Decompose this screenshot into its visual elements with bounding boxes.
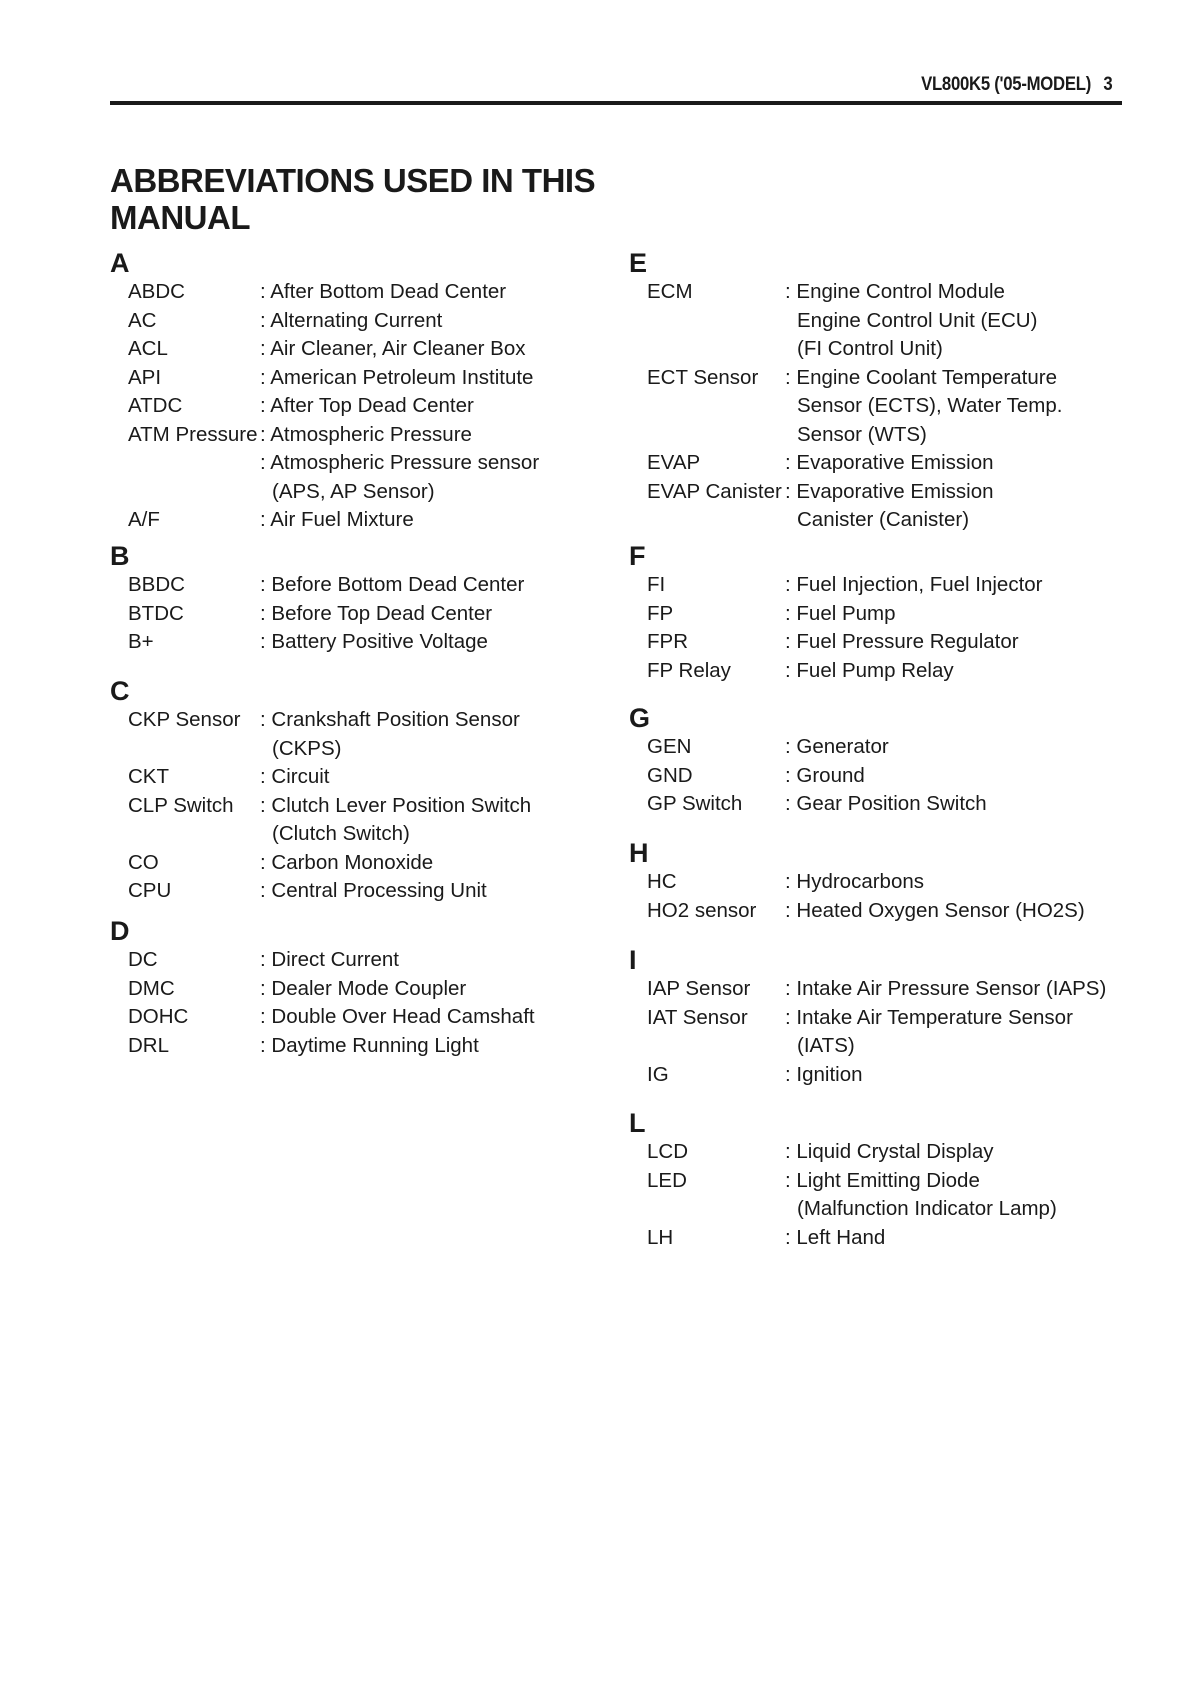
abbreviation-entry — [110, 628, 630, 657]
abbreviation-entry — [110, 763, 630, 792]
abbreviation-definition — [110, 335, 630, 364]
definition-line: : Ground — [785, 763, 865, 787]
definition-line: : Engine Control Module — [785, 280, 1005, 303]
abbreviation-term: DC — [128, 948, 158, 971]
definition-line: (FI Control Unit) — [797, 337, 943, 360]
abbreviation-entry — [110, 706, 630, 763]
section-letter: D — [110, 916, 130, 946]
section-letter: I — [629, 945, 637, 975]
definition-line: : Generator — [785, 735, 889, 758]
abbreviation-definition — [110, 763, 630, 792]
definition-line: : Atmospheric Pressure sensor — [260, 451, 540, 474]
definition-line: : Central Processing Unit — [260, 879, 487, 902]
definition-line: : After Bottom Dead Center — [260, 280, 507, 303]
abbreviation-entry — [629, 1224, 1129, 1253]
abbreviation-term: IAT Sensor — [647, 1005, 748, 1029]
abbreviation-term: IG — [647, 1062, 669, 1086]
abbreviation-term: CLP Switch — [128, 793, 234, 817]
abbreviation-entry — [110, 307, 630, 336]
definition-line: : Daytime Running Light — [260, 1033, 479, 1057]
section-letter: A — [110, 248, 130, 278]
abbreviation-entry — [110, 364, 630, 393]
definition-line: (Clutch Switch) — [272, 822, 410, 845]
abbreviation-definition — [110, 877, 630, 906]
abbreviation-entry — [629, 733, 1129, 762]
definition-line: : Double Over Head Camshaft — [260, 1005, 535, 1028]
abbreviation-term: FPR — [647, 630, 688, 653]
definition-line: : Evaporative Emission — [785, 451, 994, 474]
abbreviation-definition — [110, 307, 630, 336]
section-e — [629, 248, 1129, 535]
abbreviation-term: CPU — [128, 879, 172, 902]
abbreviation-definition — [110, 628, 630, 657]
abbreviation-entry — [629, 571, 1129, 600]
abbreviation-entry — [110, 877, 630, 906]
section-c — [110, 676, 630, 906]
abbreviation-term: API — [128, 365, 162, 389]
abbreviation-entry — [629, 1167, 1129, 1224]
definition-line: : Circuit — [260, 765, 330, 788]
section-d — [110, 916, 630, 1060]
section-letter: L — [629, 1108, 646, 1138]
abbreviation-term: ECT Sensor — [647, 365, 759, 389]
abbreviation-entry — [629, 897, 1129, 926]
abbreviation-entry — [629, 478, 1129, 535]
abbreviation-entry — [629, 762, 1129, 791]
abbreviation-term: BTDC — [128, 601, 184, 625]
abbreviation-definition — [110, 506, 630, 535]
definition-line: : Before Top Dead Center — [260, 601, 493, 625]
section-letter: B — [110, 541, 130, 571]
abbreviation-term: HC — [647, 870, 677, 893]
abbreviation-term: EVAP Canister — [647, 479, 782, 503]
abbreviation-entry — [629, 975, 1129, 1004]
abbreviation-definition — [110, 571, 630, 600]
abbreviation-definition — [629, 868, 1129, 897]
abbreviation-term: GND — [647, 763, 693, 787]
definition-line: : Heated Oxygen Sensor (HO2S) — [785, 898, 1085, 922]
definition-line: : After Top Dead Center — [260, 394, 474, 417]
definition-line: : Fuel Pump Relay — [785, 658, 954, 682]
abbreviation-term: FP Relay — [647, 658, 731, 682]
abbreviation-term: DRL — [128, 1033, 170, 1057]
abbreviation-entry — [629, 449, 1129, 478]
abbreviation-entry — [629, 868, 1129, 897]
abbreviation-entry — [110, 946, 630, 975]
definition-line: Engine Control Unit (ECU) — [797, 308, 1038, 332]
abbreviation-entry — [110, 792, 630, 849]
abbreviation-term: BBDC — [128, 573, 185, 596]
definition-line: : Liquid Crystal Display — [785, 1140, 994, 1163]
abbreviation-term: AC — [128, 308, 157, 332]
abbreviation-entry — [629, 600, 1129, 629]
section-l — [629, 1108, 1129, 1252]
definition-line: : Fuel Injection, Fuel Injector — [785, 573, 1043, 596]
abbreviation-term: ACL — [128, 337, 168, 360]
definition-line: : Left Hand — [785, 1225, 886, 1249]
abbreviation-term: DOHC — [128, 1005, 189, 1028]
abbreviation-term: ATM Pressure — [128, 422, 258, 446]
abbreviation-entry — [110, 421, 630, 507]
definition-line: : Ignition — [785, 1062, 863, 1086]
abbreviation-term: DMC — [128, 976, 175, 1000]
abbreviation-term: ATDC — [128, 394, 183, 417]
definition-line: : Fuel Pump — [785, 601, 896, 625]
abbreviation-term: CO — [128, 850, 159, 874]
abbreviation-entry — [110, 571, 630, 600]
definition-line: Sensor (WTS) — [797, 422, 927, 446]
header-text — [921, 74, 1112, 96]
abbreviation-entry — [110, 975, 630, 1004]
abbreviation-entry — [110, 506, 630, 535]
definition-line: : Fuel Pressure Regulator — [785, 630, 1019, 653]
abbreviation-entry — [629, 1004, 1129, 1061]
section-f — [629, 541, 1129, 685]
definition-line: : Hydrocarbons — [785, 870, 925, 893]
abbreviation-entry — [110, 600, 630, 629]
definition-line: : Carbon Monoxide — [260, 850, 434, 874]
definition-line: : Battery Positive Voltage — [260, 630, 488, 653]
abbreviation-term: LED — [647, 1168, 687, 1192]
definition-line: : Evaporative Emission — [785, 479, 994, 503]
definition-line: : Air Fuel Mixture — [260, 508, 414, 531]
section-a — [110, 248, 630, 535]
abbreviation-definition — [629, 600, 1129, 629]
abbreviation-definition — [629, 1224, 1129, 1253]
abbreviation-entry — [110, 278, 630, 307]
abbreviation-term: CKT — [128, 765, 169, 788]
definition-line: Canister (Canister) — [797, 508, 970, 531]
abbreviation-definition — [110, 600, 630, 629]
definition-line: (CKPS) — [272, 736, 342, 760]
header-rule — [110, 101, 1122, 105]
definition-line: : Direct Current — [260, 948, 399, 971]
abbreviation-entry — [629, 1138, 1129, 1167]
section-letter: C — [110, 676, 130, 706]
definition-line: : American Petroleum Institute — [260, 365, 534, 389]
abbreviation-definition — [629, 571, 1129, 600]
abbreviation-term: LCD — [647, 1140, 689, 1163]
abbreviation-definition — [629, 278, 1129, 364]
abbreviation-definition — [110, 392, 630, 421]
definition-line: (Malfunction Indicator Lamp) — [797, 1197, 1057, 1220]
abbreviation-definition — [629, 1138, 1129, 1167]
definition-line: : Before Bottom Dead Center — [260, 573, 525, 596]
abbreviation-entry — [110, 1003, 630, 1032]
definition-line: (IATS) — [797, 1034, 855, 1057]
abbreviation-definition — [110, 364, 630, 393]
abbreviation-definition — [629, 1061, 1129, 1090]
abbreviation-term: FI — [647, 573, 666, 596]
section-letter: H — [629, 838, 649, 868]
section-g — [629, 703, 1129, 819]
abbreviation-definition — [110, 278, 630, 307]
abbreviation-definition — [629, 628, 1129, 657]
abbreviation-term: GP Switch — [647, 792, 743, 815]
abbreviation-term: HO2 sensor — [647, 898, 757, 922]
abbreviation-definition — [629, 1167, 1129, 1224]
section-i — [629, 945, 1129, 1089]
section-b — [110, 541, 630, 657]
abbreviation-entry — [629, 278, 1129, 364]
section-letter: F — [629, 541, 646, 571]
definition-line: : Engine Coolant Temperature — [785, 365, 1057, 389]
abbreviation-definition — [629, 449, 1129, 478]
definition-line: Sensor (ECTS), Water Temp. — [797, 394, 1063, 417]
abbreviation-term: GEN — [647, 735, 692, 758]
section-h — [629, 838, 1129, 925]
abbreviation-term: EVAP — [647, 451, 701, 474]
definition-line: : Dealer Mode Coupler — [260, 976, 467, 1000]
abbreviation-entry — [110, 335, 630, 364]
definition-line: : Crankshaft Position Sensor — [260, 708, 520, 731]
definition-line: : Gear Position Switch — [785, 792, 987, 815]
abbreviation-term: A/F — [128, 508, 160, 531]
abbreviation-definition — [110, 946, 630, 975]
abbreviation-term: B+ — [128, 630, 154, 653]
abbreviation-term: IAP Sensor — [647, 977, 751, 1000]
definition-line: : Intake Air Pressure Sensor (IAPS) — [785, 977, 1107, 1000]
abbreviation-term: ECM — [647, 280, 693, 303]
definition-line: : Alternating Current — [260, 308, 443, 332]
page-number: 3 — [1102, 74, 1112, 95]
abbreviation-entry — [629, 657, 1129, 686]
definition-line: : Intake Air Temperature Sensor — [785, 1005, 1073, 1029]
abbreviation-term: LH — [647, 1225, 674, 1249]
abbreviation-entry — [629, 790, 1129, 819]
abbreviation-entry — [629, 628, 1129, 657]
abbreviation-definition — [110, 1032, 630, 1061]
abbreviation-definition — [110, 975, 630, 1004]
section-letter: E — [629, 248, 648, 278]
page-title: ABBREVIATIONS USED IN THIS MANUAL — [110, 162, 596, 236]
abbreviation-entry — [629, 364, 1129, 450]
definition-line: : Air Cleaner, Air Cleaner Box — [260, 337, 526, 360]
abbreviation-definition — [629, 733, 1129, 762]
abbreviation-term: CKP Sensor — [128, 708, 241, 731]
abbreviation-entry — [110, 1032, 630, 1061]
abbreviation-entry — [110, 392, 630, 421]
definition-line: (APS, AP Sensor) — [272, 479, 435, 503]
definition-line: : Atmospheric Pressure — [260, 422, 472, 446]
page-header — [110, 74, 1112, 104]
definition-line: : Clutch Lever Position Switch — [260, 793, 532, 817]
header-model: VL800K5 ('05-MODEL) — [920, 74, 1091, 95]
abbreviation-term: FP — [647, 601, 674, 625]
abbreviation-definition — [110, 849, 630, 878]
definition-line: : Light Emitting Diode — [785, 1168, 980, 1192]
abbreviation-entry — [629, 1061, 1129, 1090]
section-letter: G — [629, 703, 651, 733]
abbreviation-definition — [629, 762, 1129, 791]
abbreviation-term: ABDC — [128, 280, 185, 303]
abbreviation-entry — [110, 849, 630, 878]
